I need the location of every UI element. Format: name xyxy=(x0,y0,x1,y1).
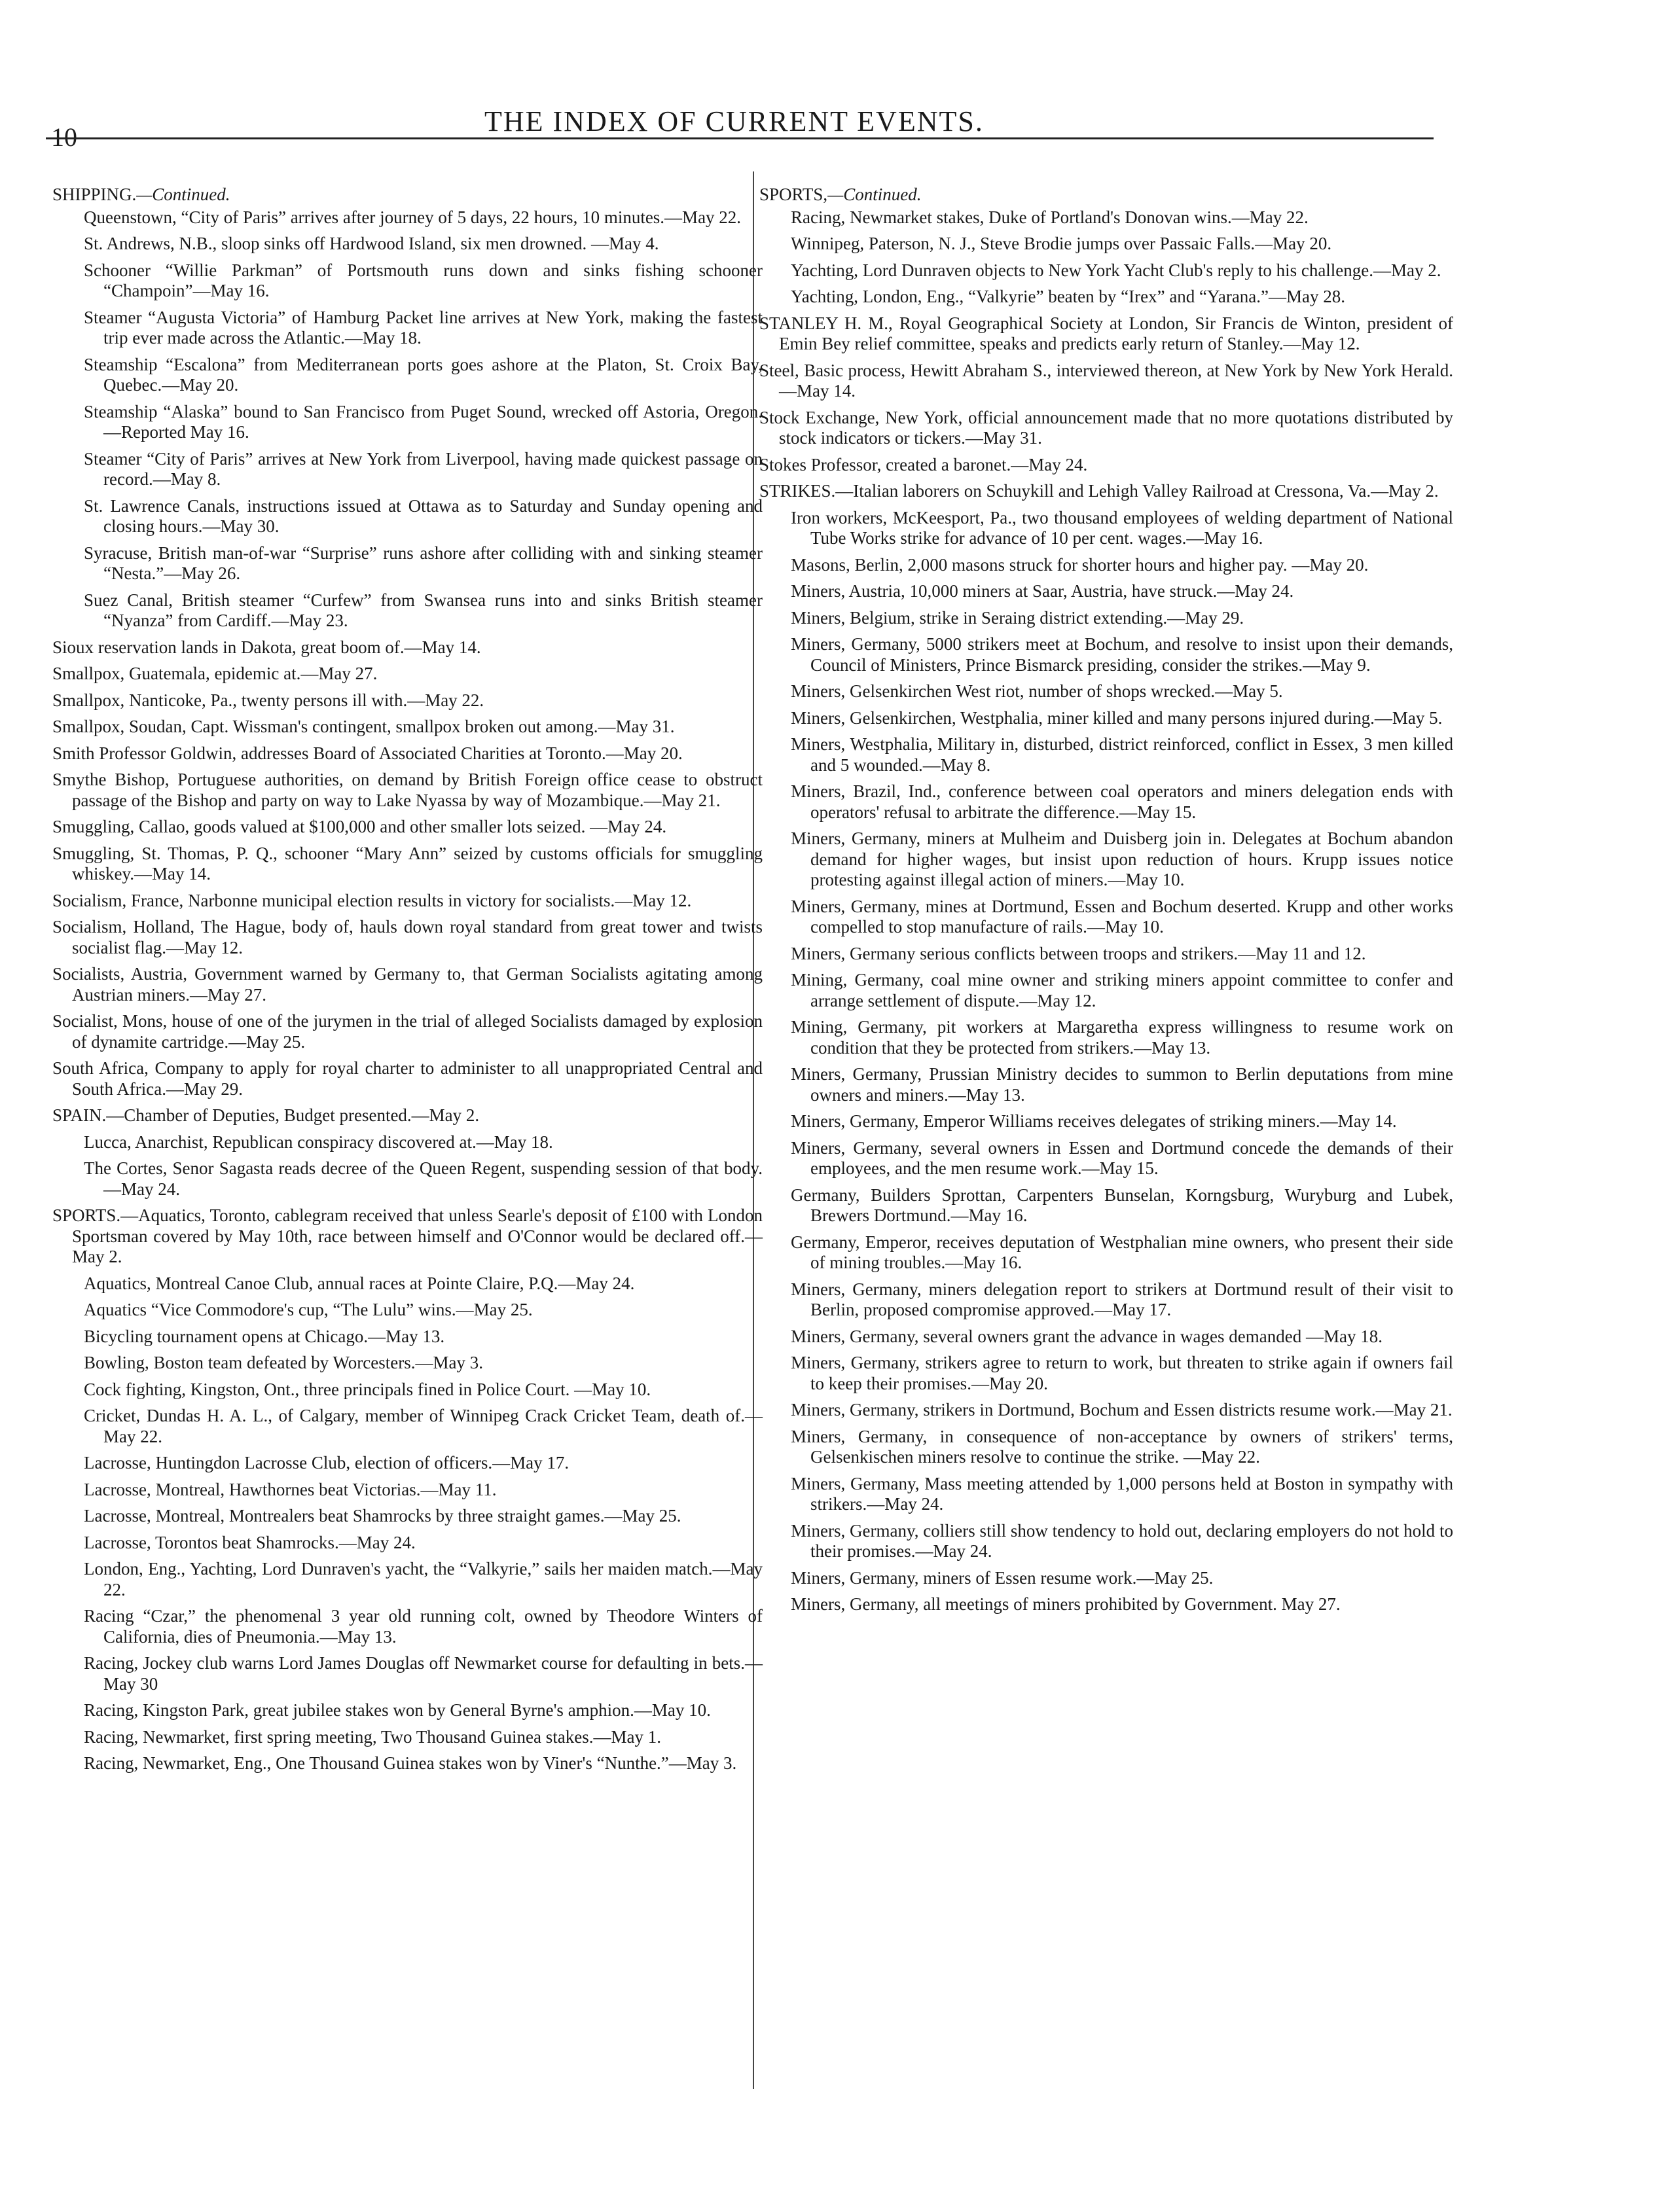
index-entry: Yachting, London, Eng., “Valkyrie” beaten by “Irex” and “Yarana.”—May 28. xyxy=(791,287,1346,306)
index-entry: Miners, Brazil, Ind., conference between coal operators and miners delegation ends with operators' refusal to arbitrate the difference.—May 15. xyxy=(791,781,1453,822)
right-column xyxy=(759,185,1453,1621)
index-entry: Miners, Germany, colliers still show tendency to hold out, declaring employers do not hold to their promises.—May 24. xyxy=(791,1520,1453,1561)
index-entry: Socialists, Austria, Government warned by Germany to, that German Socialists agitating among Austrian miners.—May 27. xyxy=(52,964,763,1005)
index-entry: Miners, Germany, Emperor Williams receives delegates of striking miners.—May 14. xyxy=(791,1111,1397,1131)
index-entry: Smuggling, St. Thomas, P. Q., schooner “Mary Ann” seized by customs officials for smuggling whiskey.—May 14. xyxy=(52,843,763,883)
index-entry: Lacrosse, Huntingdon Lacrosse Club, election of officers.—May 17. xyxy=(84,1453,570,1472)
header-rule xyxy=(46,137,1434,139)
index-entry: SPAIN.—Chamber of Deputies, Budget presented.—May 2. xyxy=(52,1105,480,1125)
index-entry: Racing, Jockey club warns Lord James Douglas off Newmarket course for defaulting in bets.—May 30 xyxy=(84,1653,763,1694)
index-entry: Steamer “Augusta Victoria” of Hamburg Packet line arrives at New York, making the fastest trip ever made across the Atlantic.—May 18. xyxy=(84,307,763,348)
entry-list xyxy=(52,207,763,1774)
index-entry: STRIKES.—Italian laborers on Schuykill and Lehigh Valley Railroad at Cressona, Va.—May 2. xyxy=(759,481,1439,501)
index-entry: Racing, Kingston Park, great jubilee stakes won by General Byrne's amphion.—May 10. xyxy=(84,1700,711,1720)
continued-label: —Continued. xyxy=(827,185,922,204)
index-entry: Miners, Germany, miners of Essen resume work.—May 25. xyxy=(791,1567,1214,1588)
index-entry: Miners, Gelsenkirchen, Westphalia, miner killed and many persons injured during.—May 5. xyxy=(791,707,1443,728)
index-entry: Cricket, Dundas H. A. L., of Calgary, member of Winnipeg Crack Cricket Team, death of.—May 22. xyxy=(84,1406,763,1446)
index-entry: Mining, Germany, pit workers at Margaretha express willingness to resume work on condition that they be protected from strikers.—May 13. xyxy=(791,1017,1453,1058)
index-entry: Aquatics, Montreal Canoe Club, annual races at Pointe Claire, P.Q.—May 24. xyxy=(84,1273,635,1293)
index-entry: London, Eng., Yachting, Lord Dunraven's yacht, the “Valkyrie,” sails her maiden match.—May 22. xyxy=(84,1559,763,1599)
index-entry: Miners, Germany, 5000 strikers meet at Bochum, and resolve to insist upon their demands, Council of Ministers, Prince Bismarck presiding, consider the strikes.—May 9. xyxy=(791,634,1453,675)
index-entry: South Africa, Company to apply for royal charter to administer to all unappropriated Central and South Africa.—May 29. xyxy=(52,1058,763,1099)
index-entry: Miners, Gelsenkirchen West riot, number of shops wrecked.—May 5. xyxy=(791,681,1283,701)
index-entry: Iron workers, McKeesport, Pa., two thousand employees of welding department of National Tube Works strike for advance of 10 per cent. wages.—May 16. xyxy=(791,507,1453,548)
section-heading xyxy=(759,185,1453,205)
index-entry: Stock Exchange, New York, official announcement made that no more quotations distributed by stock indicators or tickers.—May 31. xyxy=(759,407,1453,448)
index-entry: Racing, Newmarket stakes, Duke of Portland's Donovan wins.—May 22. xyxy=(791,207,1309,227)
index-entry: Socialist, Mons, house of one of the jurymen in the trial of alleged Socialists damaged by explosion of dynamite cartridge.—May 25. xyxy=(52,1011,763,1052)
index-entry: Miners, Belgium, strike in Seraing district extending.—May 29. xyxy=(791,607,1244,628)
index-entry: Smallpox, Nanticoke, Pa., twenty persons ill with.—May 22. xyxy=(52,690,484,710)
index-entry: SPORTS.—Aquatics, Toronto, cablegram received that unless Searle's deposit of £100 with London Sportsman covered by May 10th, race between himself and O'Connor would be declared off.—May 2. xyxy=(52,1205,763,1266)
index-entry: Sioux reservation lands in Dakota, great boom of.—May 14. xyxy=(52,637,481,657)
index-entry: Lacrosse, Montreal, Montrealers beat Shamrocks by three straight games.—May 25. xyxy=(84,1506,681,1525)
index-entry: Bicycling tournament opens at Chicago.—May 13. xyxy=(84,1326,445,1346)
index-entry: Bowling, Boston team defeated by Worcesters.—May 3. xyxy=(84,1353,483,1372)
index-entry: Mining, Germany, coal mine owner and striking miners appoint committee to confer and arrange settlement of dispute.—May 12. xyxy=(791,970,1453,1010)
index-entry: Cock fighting, Kingston, Ont., three principals fined in Police Court. —May 10. xyxy=(84,1379,651,1399)
page-number: 10 xyxy=(51,122,77,152)
index-entry: Stokes Professor, created a baronet.—May 24. xyxy=(759,454,1088,474)
index-entry: Aquatics “Vice Commodore's cup, “The Lulu” wins.—May 25. xyxy=(84,1300,533,1319)
index-entry: Lacrosse, Montreal, Hawthornes beat Victorias.—May 11. xyxy=(84,1479,497,1499)
index-entry: Miners, Westphalia, Military in, disturbed, district reinforced, conflict in Essex, 3 men killed and 5 wounded.—May 8. xyxy=(791,734,1453,775)
index-entry: Miners, Germany, strikers agree to return to work, but threaten to strike again if owners fail to keep their promises.—May 20. xyxy=(791,1353,1453,1393)
index-entry: Schooner “Willie Parkman” of Portsmouth runs down and sinks fishing schooner “Champoin”—May 16. xyxy=(84,260,763,300)
index-entry: Steel, Basic process, Hewitt Abraham S., interviewed thereon, at New York by New York Herald.—May 14. xyxy=(759,360,1453,401)
index-entry: Miners, Austria, 10,000 miners at Saar, Austria, have struck.—May 24. xyxy=(791,581,1294,601)
index-entry: Steamer “City of Paris” arrives at New York from Liverpool, having made quickest passage on record.—May 8. xyxy=(84,448,763,489)
index-entry: Socialism, Holland, The Hague, body of, hauls down royal standard from great tower and twists socialist flag.—May 12. xyxy=(52,917,763,957)
index-entry: Smallpox, Guatemala, epidemic at.—May 27. xyxy=(52,664,378,683)
left-column xyxy=(52,185,763,1780)
index-entry: Smith Professor Goldwin, addresses Board of Associated Charities at Toronto.—May 20. xyxy=(52,743,683,763)
heading-text: SPORTS, xyxy=(759,185,828,204)
index-entry: Smuggling, Callao, goods valued at $100,000 and other smaller lots seized. —May 24. xyxy=(52,817,667,836)
index-entry: Steamship “Escalona” from Mediterranean ports goes ashore at the Platon, St. Croix Bay, Quebec.—May 20. xyxy=(84,354,763,395)
index-entry: Miners, Germany, several owners in Essen and Dortmund concede the demands of their employees, and the men resume work.—May 15. xyxy=(791,1137,1453,1178)
index-entry: Racing “Czar,” the phenomenal 3 year old running colt, owned by Theodore Winters of California, dies of Pneumonia.—May 13. xyxy=(84,1606,763,1647)
index-entry: Germany, Builders Sprottan, Carpenters Bunselan, Korngsburg, Wuryburg and Lubek, Brewers Dortmund.—May 16. xyxy=(791,1185,1453,1225)
index-entry: Yachting, Lord Dunraven objects to New York Yacht Club's reply to his challenge.—May 2. xyxy=(791,260,1441,280)
index-entry: Miners, Germany, miners delegation report to strikers at Dortmund result of their visit to Berlin, proposed compromise approved.—May 17. xyxy=(791,1279,1453,1319)
index-entry: Suez Canal, British steamer “Curfew” from Swansea runs into and sinks British steamer “Nyanza” from Cardiff.—May 23. xyxy=(84,590,763,630)
index-entry: St. Lawrence Canals, instructions issued at Ottawa as to Saturday and Sunday opening and closing hours.—May 30. xyxy=(84,495,763,536)
index-entry: Socialism, France, Narbonne municipal election results in victory for socialists.—May 12. xyxy=(52,890,692,910)
index-entry: Steamship “Alaska” bound to San Francisco from Puget Sound, wrecked off Astoria, Oregon.—Reported May 16. xyxy=(84,401,763,442)
index-entry: Winnipeg, Paterson, N. J., Steve Brodie jumps over Passaic Falls.—May 20. xyxy=(791,234,1332,253)
index-entry: Lucca, Anarchist, Republican conspiracy discovered at.—May 18. xyxy=(84,1132,553,1152)
continued-label: —Continued. xyxy=(136,185,230,204)
index-entry: Masons, Berlin, 2,000 masons struck for shorter hours and higher pay. —May 20. xyxy=(791,554,1369,575)
index-entry: Miners, Germany, Prussian Ministry decides to summon to Berlin deputations from mine owners and miners.—May 13. xyxy=(791,1064,1453,1105)
index-entry: Miners, Germany, Mass meeting attended by 1,000 persons held at Boston in sympathy with strikers.—May 24. xyxy=(791,1473,1453,1514)
index-entry: STANLEY H. M., Royal Geographical Society at London, Sir Francis de Winton, president of Emin Bey relief committee, speaks and predicts early return of Stanley.—May 12. xyxy=(759,313,1453,353)
index-entry: Miners, Germany, all meetings of miners prohibited by Government. May 27. xyxy=(791,1594,1341,1614)
index-entry: Miners, Germany, several owners grant the advance in wages demanded —May 18. xyxy=(791,1326,1383,1346)
index-entry: Miners, Germany serious conflicts between troops and strikers.—May 11 and 12. xyxy=(791,943,1366,963)
entry-list xyxy=(759,207,1453,1615)
index-entry: St. Andrews, N.B., sloop sinks off Hardwood Island, six men drowned. —May 4. xyxy=(84,234,659,253)
heading-text: SHIPPING. xyxy=(52,185,137,204)
page-title: THE INDEX OF CURRENT EVENTS. xyxy=(484,105,984,137)
index-entry: Miners, Germany, miners at Mulheim and Duisberg join in. Delegates at Bochum abandon demand for higher wages, but insist upon reduction of hours. Krupp issues notice protesting against illegal action of miners.—May 10. xyxy=(791,829,1453,889)
index-entry: Queenstown, “City of Paris” arrives after journey of 5 days, 22 hours, 10 minutes.—May 22. xyxy=(84,207,742,227)
index-entry: Lacrosse, Torontos beat Shamrocks.—May 24. xyxy=(84,1532,416,1552)
index-entry: Miners, Germany, strikers in Dortmund, Bochum and Essen districts resume work.—May 21. xyxy=(791,1400,1453,1419)
index-entry: Germany, Emperor, receives deputation of Westphalian mine owners, who present their side of mining troubles.—May 16. xyxy=(791,1232,1453,1272)
index-entry: Racing, Newmarket, Eng., One Thousand Guinea stakes won by Viner's “Nunthe.”—May 3. xyxy=(84,1753,737,1773)
index-entry: Smallpox, Soudan, Capt. Wissman's contingent, smallpox broken out among.—May 31. xyxy=(52,717,675,736)
index-entry: Smythe Bishop, Portuguese authorities, on demand by British Foreign office cease to obstruct passage of the Bishop and party on way to Lake Nyassa by way of Mozambique.—May 21. xyxy=(52,770,763,810)
index-entry: Racing, Newmarket, first spring meeting, Two Thousand Guinea stakes.—May 1. xyxy=(84,1726,661,1747)
index-entry: Syracuse, British man-of-war “Surprise” runs ashore after colliding with and sinking steamer “Nesta.”—May 26. xyxy=(84,543,763,583)
index-entry: Miners, Germany, mines at Dortmund, Essen and Bochum deserted. Krupp and other works compelled to stop manufacture of rails.—May 10. xyxy=(791,896,1453,937)
section-heading xyxy=(52,185,763,205)
index-entry: The Cortes, Senor Sagasta reads decree of the Queen Regent, suspending session of that body.—May 24. xyxy=(84,1158,763,1199)
index-entry: Miners, Germany, in consequence of non-acceptance by owners of strikers' terms, Gelsenkischen miners resolve to continue the strike. —May 22. xyxy=(791,1426,1453,1467)
